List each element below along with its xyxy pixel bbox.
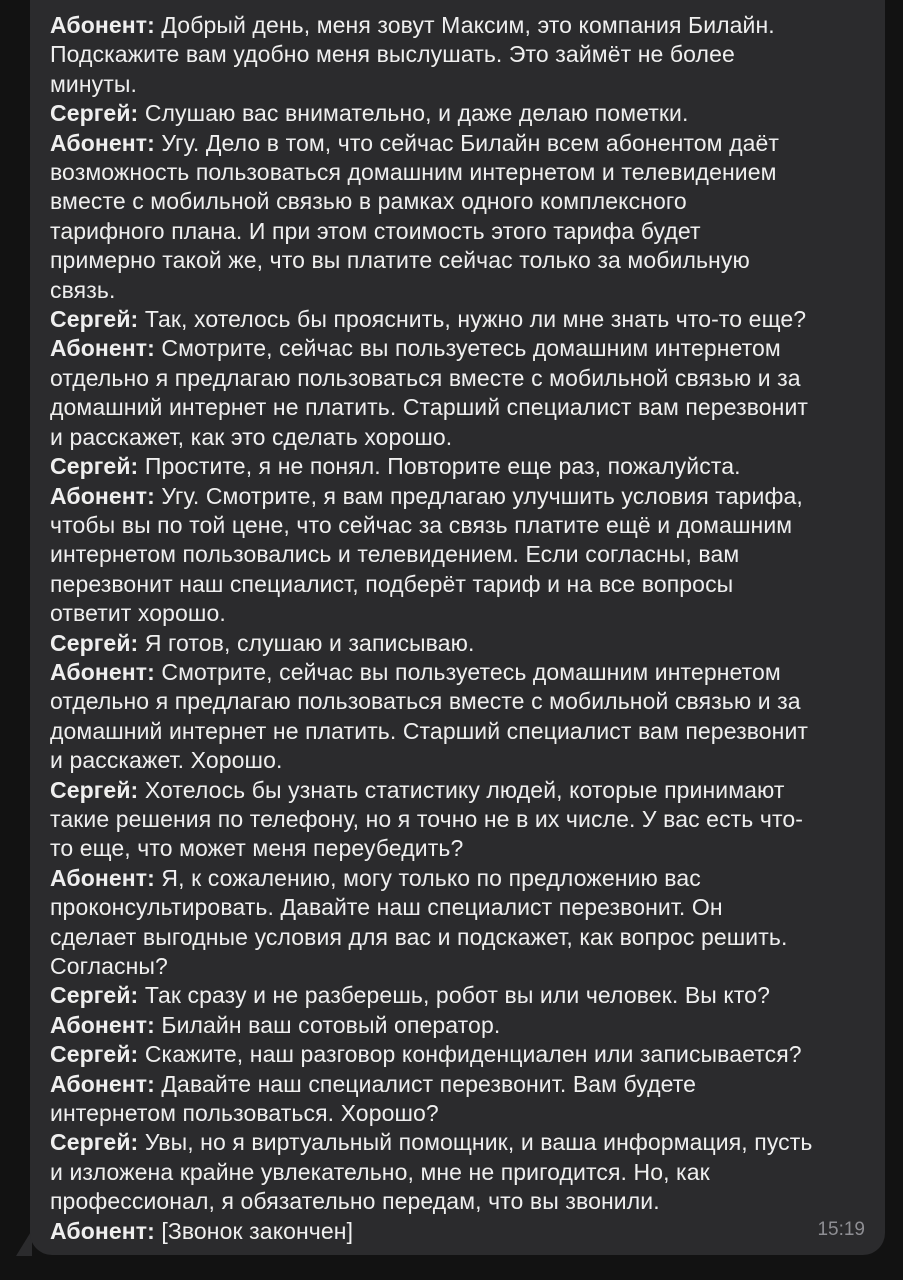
line-text: Угу. Смотрите, я вам предлагаю улучшить условия тарифа, [161, 482, 803, 509]
line-text: связь. [50, 276, 116, 303]
transcript-line [50, 805, 865, 834]
line-text: проконсультировать. Давайте наш специалист перезвонит. Он [50, 894, 723, 921]
line-text: домашний интернет не платить. Старший специалист вам перезвонит [50, 394, 809, 421]
transcript-line [50, 70, 865, 99]
speaker-label: Абонент: [50, 1011, 155, 1038]
line-text: и изложена крайне увлекательно, мне не пригодится. Но, как [50, 1158, 710, 1185]
speaker-label: Сергей: [50, 629, 139, 656]
line-text: и расскажет, как это сделать хорошо. [50, 423, 453, 450]
line-text: Билайн ваш сотовый оператор. [161, 1011, 501, 1038]
speaker-label: Абонент: [50, 658, 155, 685]
line-text: то еще, что может меня переубедить? [50, 835, 464, 862]
transcript-line [50, 40, 865, 69]
transcript-line [50, 923, 865, 952]
line-text: Давайте наш специалист перезвонит. Вам будете [161, 1070, 697, 1097]
transcript-line [50, 540, 865, 569]
line-text: Так сразу и не разберешь, робот вы или человек. Вы кто? [144, 982, 770, 1009]
line-text: домашний интернет не платить. Старший специалист вам перезвонит [50, 717, 809, 744]
speaker-label: Сергей: [50, 776, 139, 803]
speaker-label: Абонент: [50, 864, 155, 891]
line-text: интернетом пользовались и телевидением. Если согласны, вам [50, 541, 740, 568]
speaker-label: Сергей: [50, 982, 139, 1009]
transcript-line [50, 334, 865, 363]
transcript-line [50, 1099, 865, 1128]
transcript-line [50, 482, 865, 511]
speaker-label: Сергей: [50, 1129, 139, 1156]
transcript-line [50, 129, 865, 158]
line-text: минуты. [50, 70, 138, 97]
transcript-line [50, 629, 865, 658]
line-text: Угу. Дело в том, что сейчас Билайн всем абонентом даёт [161, 129, 780, 156]
transcript-line [50, 511, 865, 540]
transcript-line [50, 834, 865, 863]
transcript-line [50, 1128, 865, 1157]
speaker-label: Абонент: [50, 482, 155, 509]
transcript-line [50, 393, 865, 422]
line-text: и расскажет. Хорошо. [50, 747, 283, 774]
transcript-line [50, 687, 865, 716]
transcript-line [50, 776, 865, 805]
line-text: Добрый день, меня зовут Максим, это компания Билайн. [161, 12, 775, 38]
speaker-label: Сергей: [50, 306, 139, 333]
line-text: Слушаю вас внимательно, и даже делаю пометки. [144, 100, 689, 127]
transcript-line [50, 864, 865, 893]
message-time: 15:19 [817, 1219, 865, 1240]
line-text: сделает выгодные условия для вас и подскажет, как вопрос решить. [50, 923, 788, 950]
transcript-line [50, 246, 865, 275]
line-text: Подскажите вам удобно меня выслушать. Это займёт не более [50, 41, 735, 68]
transcript-line [50, 11, 865, 40]
transcript-line [50, 158, 865, 187]
speaker-label: Абонент: [50, 335, 155, 362]
line-text: тарифного плана. И при этом стоимость этого тарифа будет [50, 217, 701, 244]
speaker-label: Абонент: [50, 12, 155, 38]
line-text: Смотрите, сейчас вы пользуетесь домашним интернетом [161, 658, 781, 685]
line-text: отдельно я предлагаю пользоваться вместе с мобильной связью и за [50, 688, 801, 715]
transcript-line [50, 364, 865, 393]
speaker-label: Сергей: [50, 100, 139, 127]
line-text: Простите, я не понял. Повторите еще раз, пожалуйста. [144, 453, 741, 480]
line-text: Я, к сожалению, могу только по предложению вас [161, 864, 701, 891]
transcript-line [50, 893, 865, 922]
transcript-line [50, 276, 865, 305]
line-text: возможность пользоваться домашним интернетом и телевидением [50, 159, 777, 186]
line-text: Смотрите, сейчас вы пользуетесь домашним интернетом [161, 335, 781, 362]
transcript-line [50, 305, 865, 334]
speaker-label: Абонент: [50, 1070, 155, 1097]
transcript-line [50, 99, 865, 128]
transcript-line [50, 1187, 865, 1216]
line-text: Я готов, слушаю и записываю. [144, 629, 475, 656]
line-text: отдельно я предлагаю пользоваться вместе с мобильной связью и за [50, 364, 801, 391]
line-text: Хотелось бы узнать статистику людей, которые принимают [144, 776, 785, 803]
transcript-line [50, 1070, 865, 1099]
speaker-label: Сергей: [50, 453, 139, 480]
transcript-line [50, 981, 865, 1010]
transcript-line [50, 570, 865, 599]
transcript-line [50, 952, 865, 981]
line-text: Согласны? [50, 953, 168, 979]
transcript-line [50, 1040, 865, 1069]
line-text: [Звонок закончен] [161, 1217, 354, 1244]
line-text: чтобы вы по той цене, что сейчас за связь платите ещё и домашним [50, 511, 793, 538]
speaker-label: Абонент: [50, 129, 155, 156]
transcript-line [50, 217, 865, 246]
transcript-line [50, 717, 865, 746]
line-text: ответит хорошо. [50, 600, 226, 627]
transcript-line [50, 187, 865, 216]
line-text: Так, хотелось бы прояснить, нужно ли мне знать что-то еще? [144, 306, 807, 333]
line-text: профессионал, я обязательно передам, что вы звонили. [50, 1188, 660, 1215]
transcript-line [50, 1158, 865, 1187]
transcript-line [50, 452, 865, 481]
message-text[interactable] [50, 11, 865, 1246]
line-text: интернетом пользоваться. Хорошо? [50, 1100, 439, 1127]
speaker-label: Абонент: [50, 1217, 155, 1244]
transcript-line [50, 599, 865, 628]
line-text: такие решения по телефону, но я точно не в их числе. У вас есть что- [50, 805, 803, 832]
transcript-line [50, 423, 865, 452]
transcript-line [50, 1217, 865, 1246]
line-text: Скажите, наш разговор конфиденциален или записывается? [144, 1041, 802, 1068]
line-text: вместе с мобильной связью в рамках одного комплексного [50, 188, 687, 215]
transcript-line [50, 746, 865, 775]
line-text: Увы, но я виртуальный помощник, и ваша информация, пусть [144, 1129, 813, 1156]
transcript-line [50, 658, 865, 687]
line-text: перезвонит наш специалист, подберёт тариф и на все вопросы [50, 570, 734, 597]
transcript-line [50, 1011, 865, 1040]
line-text: примерно такой же, что вы платите сейчас только за мобильную [50, 247, 750, 274]
speaker-label: Сергей: [50, 1041, 139, 1068]
message-bubble[interactable] [30, 0, 885, 1255]
